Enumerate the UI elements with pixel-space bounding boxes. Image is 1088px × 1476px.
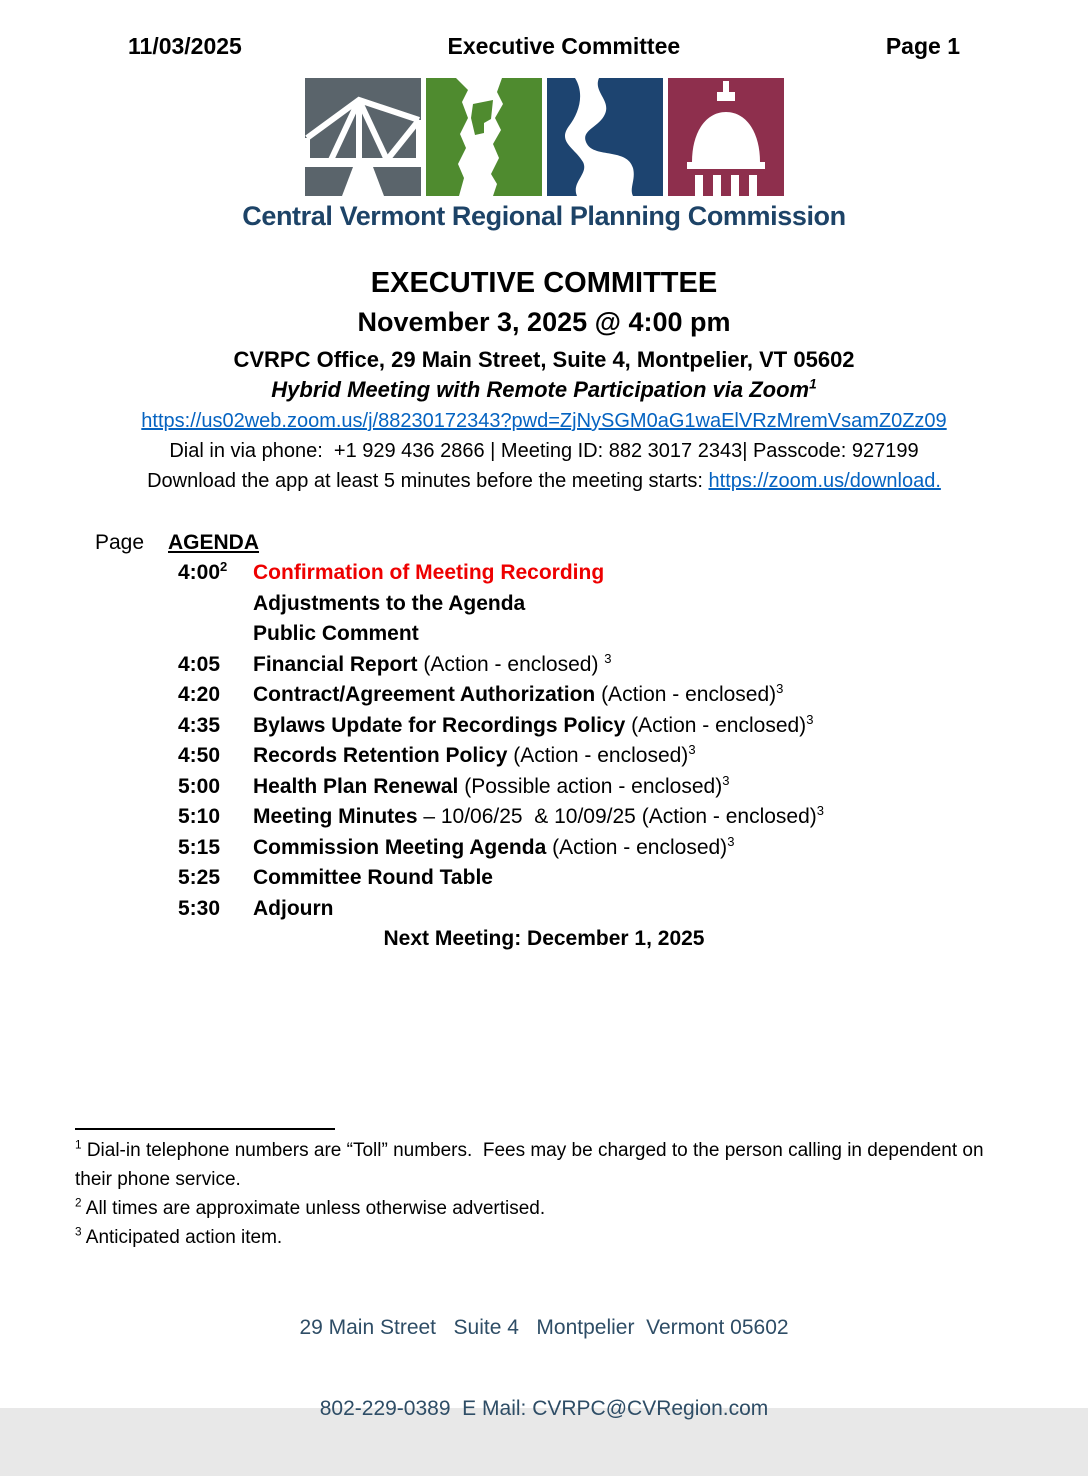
capitol-dome-icon (668, 78, 784, 196)
agenda-list (0, 558, 1088, 924)
footnote-ref: 3 (727, 833, 735, 849)
footnote-ref: 3 (604, 650, 612, 666)
footnotes-section (75, 1128, 993, 1252)
vermont-map-icon (426, 78, 542, 196)
committee-title: EXECUTIVE COMMITTEE (370, 267, 718, 299)
agenda-item-page (95, 894, 178, 925)
agenda-item-page (95, 863, 178, 894)
agenda-item-page (95, 741, 178, 772)
agenda-item-page (95, 650, 178, 681)
agenda-item-page (95, 680, 178, 711)
page-footer (0, 1260, 1088, 1476)
agenda-item-text: Adjustments to the Agenda (253, 591, 526, 615)
header-date: 11/03/2025 (128, 33, 242, 59)
agenda-item-text: Records Retention Policy (Action - enclosed)$^3$ (253, 742, 696, 767)
meeting-title-block (0, 266, 1088, 403)
footnote: $^3$ Anticipated action item. (75, 1225, 283, 1248)
zoom-meeting-link[interactable]: https://us02web.zoom.us/j/88230172343?pwd=ZjNySGM0aG1waElVRzMremVsamZ0Zz09 (141, 410, 947, 432)
agenda-item-text: Bylaws Update for Recordings Policy (Action - enclosed)$^3$ (253, 711, 814, 737)
agenda-item-time: 5:25 (178, 866, 221, 889)
agenda-item-page (95, 619, 178, 650)
agenda-item-page (95, 711, 178, 742)
zoom-download-link[interactable]: https://zoom.us/download. (708, 470, 941, 492)
download-instruction: Download the app at least 5 minutes before the meeting starts: https://zoom.us/download. (147, 470, 941, 492)
footnote-marker: 3 (75, 1225, 82, 1239)
header-page-number: Page 1 (885, 33, 960, 59)
footnote-ref: 2 (220, 559, 228, 574)
footnote-ref: 3 (722, 772, 730, 788)
agenda-item-page (95, 772, 178, 803)
meeting-datetime: November 3, 2025 @ 4:00 pm (357, 307, 731, 337)
footer-contact: 802-229-0389 E Mail: CVRPC@CVRegion.com (319, 1397, 769, 1420)
agenda-item (95, 680, 1088, 711)
agenda-header (95, 529, 1088, 556)
footnote-ref: 3 (688, 742, 696, 757)
agenda-item-text: Adjourn (253, 896, 334, 920)
agenda-item-page (95, 802, 178, 833)
agenda-item (95, 802, 1088, 833)
remote-access-block (0, 408, 1088, 495)
agenda-item-time (178, 619, 253, 650)
footnote: $^2$ All times are approximate unless otherwise advertised. (75, 1196, 546, 1219)
agenda-item-time: 4:05 (178, 652, 221, 676)
agenda-item-time: 5:15 (178, 835, 221, 859)
running-header (0, 0, 1088, 60)
agenda-item (95, 589, 1088, 620)
agenda-item-text: Financial Report (Action - enclosed) $^3$ (253, 650, 612, 676)
agenda-item-text: Public Comment (253, 622, 419, 645)
agenda-item (95, 741, 1088, 772)
agenda-item-time: $4:00^2$ (178, 559, 228, 584)
agenda-item-text: Contract/Agreement Authorization (Action - enclosed)$^3$ (253, 681, 784, 706)
agenda-item (95, 558, 1088, 589)
agenda-item-time: 4:20 (178, 683, 221, 706)
agenda-item-time: 5:30 (178, 896, 221, 920)
agenda-item-text: Health Plan Renewal (Possible action - enclosed)$^3$ (253, 772, 730, 798)
agenda-item (95, 650, 1088, 681)
footnote-divider (75, 1128, 335, 1130)
page-column-label: Page (95, 531, 145, 554)
footnote-marker: 1 (75, 1138, 82, 1152)
logo-tiles (0, 78, 1088, 196)
meeting-location: CVRPC Office, 29 Main Street, Suite 4, Montpelier, VT 05602 (233, 347, 855, 372)
agenda-item-text: Committee Round Table (253, 866, 493, 889)
agenda-item-page (95, 589, 178, 620)
org-name: Central Vermont Regional Planning Commission (242, 201, 846, 231)
agenda-item (95, 619, 1088, 650)
footnote-ref: 3 (776, 681, 784, 696)
agenda-item (95, 772, 1088, 803)
agenda-item-time: 5:00 (178, 774, 221, 798)
cvrpc-logo (0, 78, 1088, 232)
agenda-item-text: Commission Meeting Agenda (Action - enclosed)$^3$ (253, 833, 735, 859)
footnote-marker: 2 (75, 1196, 82, 1210)
agenda-item (95, 863, 1088, 894)
agenda-item-text: Confirmation of Meeting Recording (253, 561, 605, 584)
header-committee: Executive Committee (447, 33, 681, 59)
agenda-heading: AGENDA (168, 531, 260, 554)
footnote-ref-1: 1 (809, 376, 817, 392)
footer-address: 29 Main Street Suite 4 Montpelier Vermont 05602 (299, 1316, 789, 1339)
agenda-item-page (95, 558, 178, 589)
agenda-item (95, 711, 1088, 742)
bridge-icon (305, 78, 421, 196)
footnote-ref: 3 (806, 711, 814, 727)
agenda-item (95, 833, 1088, 864)
agenda-item-time: 4:35 (178, 713, 221, 737)
agenda-item (95, 894, 1088, 925)
agenda-item-time: 4:50 (178, 744, 221, 767)
footnote: $^1$ Dial-in telephone numbers are “Toll” numbers. Fees may be charged to the person calling in dependent on their phone service. (75, 1138, 989, 1190)
agenda-item-text: Meeting Minutes – 10/06/25 & 10/09/25 (Action - enclosed)$^3$ (253, 803, 825, 828)
dial-in-info: Dial in via phone: +1 929 436 2866 | Meeting ID: 882 3017 2343| Passcode: 927199 (169, 440, 919, 462)
agenda-item-page (95, 833, 178, 864)
next-meeting-note: Next Meeting: December 1, 2025 (383, 927, 705, 950)
agenda-item-time: 5:10 (178, 805, 221, 828)
agenda-item-time (178, 589, 253, 620)
meeting-format-note: Hybrid Meeting with Remote Participation via Zoom$^1$ (271, 376, 817, 402)
river-icon (547, 78, 663, 196)
footnote-ref: 3 (816, 803, 825, 818)
